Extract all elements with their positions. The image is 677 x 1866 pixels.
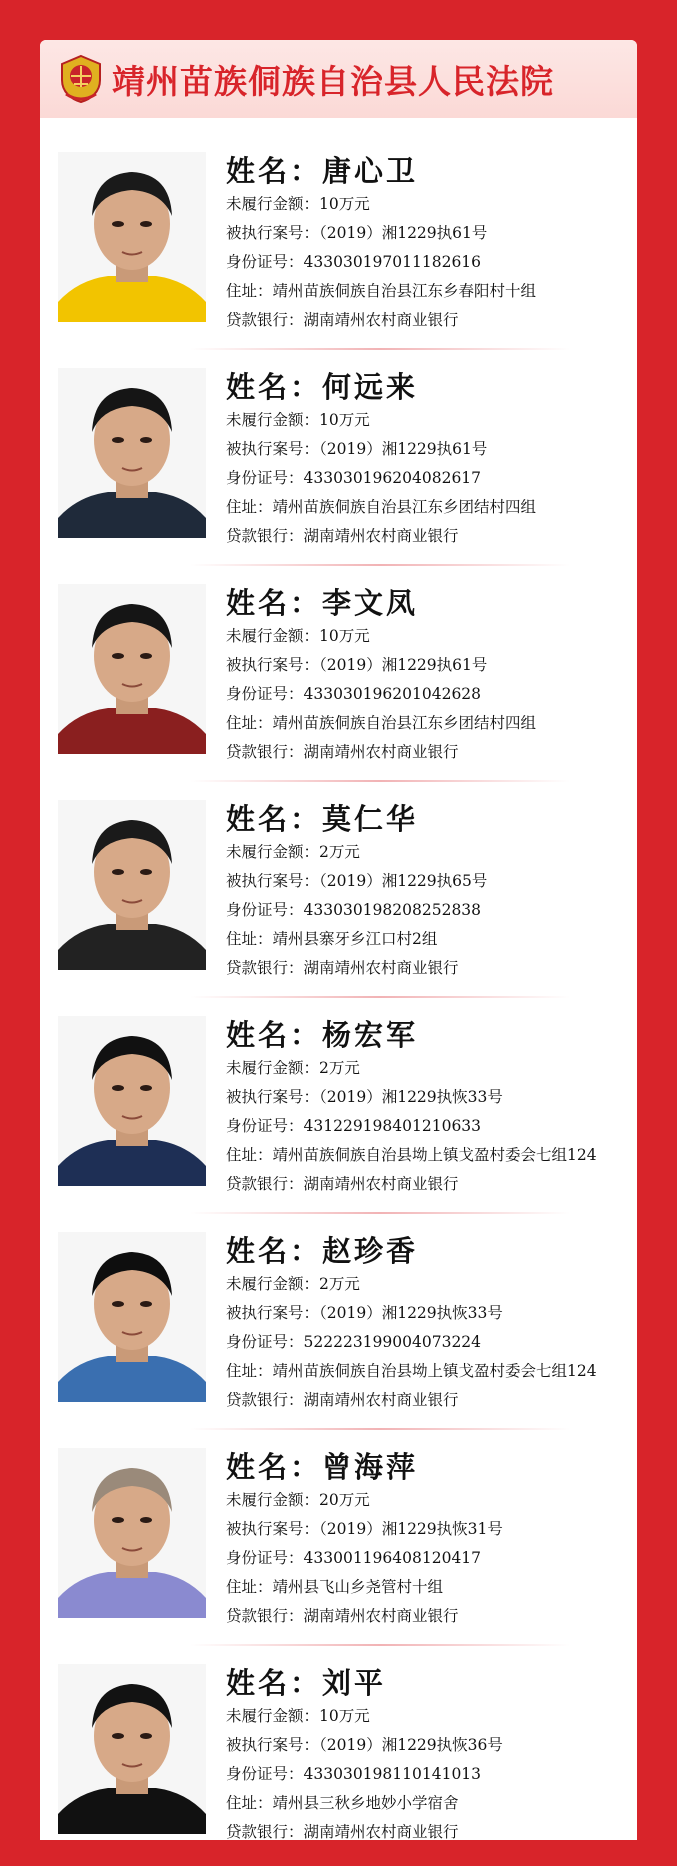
debtor-name: 李文凤 bbox=[322, 586, 419, 620]
id-label: 身份证号： bbox=[226, 1117, 304, 1135]
debtor-info bbox=[226, 368, 636, 551]
address-value: 靖州县三秋乡地妙小学宿舍 bbox=[272, 1794, 459, 1812]
case-line bbox=[226, 435, 636, 464]
name-line bbox=[226, 1016, 636, 1054]
portrait-photo bbox=[58, 368, 206, 538]
address-line bbox=[226, 1573, 636, 1602]
portrait-photo bbox=[58, 152, 206, 322]
id-value: 433030197011182616 bbox=[303, 253, 482, 271]
id-label: 身份证号： bbox=[226, 1333, 304, 1351]
address-value: 靖州县寨牙乡江口村2组 bbox=[272, 930, 438, 948]
id-value: 433030198208252838 bbox=[303, 901, 482, 919]
address-value: 靖州苗族侗族自治县坳上镇戈盈村委会七组124 bbox=[272, 1362, 597, 1380]
amount-value: 2万元 bbox=[319, 1059, 360, 1077]
amount-value: 20万元 bbox=[319, 1491, 370, 1509]
notice-card bbox=[40, 40, 637, 1840]
address-label: 住址： bbox=[226, 1362, 273, 1380]
debtor-info bbox=[226, 1232, 636, 1415]
case-value: （2019）湘1229执恢31号 bbox=[319, 1520, 503, 1538]
bank-label: 贷款银行： bbox=[226, 1607, 304, 1625]
entry-divider bbox=[190, 1644, 570, 1646]
portrait-photo bbox=[58, 1448, 206, 1618]
id-label: 身份证号： bbox=[226, 685, 304, 703]
bank-line bbox=[226, 1602, 636, 1631]
name-line bbox=[226, 800, 636, 838]
address-line bbox=[226, 709, 636, 738]
bank-line bbox=[226, 1386, 636, 1415]
debtor-name: 赵珍香 bbox=[322, 1234, 419, 1268]
name-label: 姓名： bbox=[226, 1450, 323, 1484]
address-line bbox=[226, 493, 636, 522]
address-value: 靖州苗族侗族自治县江东乡团结村四组 bbox=[272, 714, 537, 732]
bank-label: 贷款银行： bbox=[226, 1175, 304, 1193]
bank-value: 湖南靖州农村商业银行 bbox=[303, 1391, 459, 1409]
case-label: 被执行案号： bbox=[226, 656, 320, 674]
id-label: 身份证号： bbox=[226, 253, 304, 271]
name-line bbox=[226, 584, 636, 622]
debtor-info bbox=[226, 800, 636, 983]
amount-line bbox=[226, 1270, 636, 1299]
name-line bbox=[226, 1448, 636, 1486]
bank-label: 贷款银行： bbox=[226, 959, 304, 977]
case-label: 被执行案号： bbox=[226, 1088, 320, 1106]
case-line bbox=[226, 1515, 636, 1544]
bank-value: 湖南靖州农村商业银行 bbox=[303, 959, 459, 977]
id-line bbox=[226, 680, 636, 709]
debtor-name: 曾海萍 bbox=[322, 1450, 419, 1484]
id-label: 身份证号： bbox=[226, 1549, 304, 1567]
entry-divider bbox=[190, 1860, 570, 1862]
name-line bbox=[226, 1232, 636, 1270]
portrait-photo bbox=[58, 800, 206, 970]
case-value: （2019）湘1229执恢33号 bbox=[319, 1088, 503, 1106]
name-line bbox=[226, 368, 636, 406]
id-value: 433030196201042628 bbox=[303, 685, 482, 703]
bank-line bbox=[226, 738, 636, 767]
amount-line bbox=[226, 406, 636, 435]
id-value: 433030198110141013 bbox=[303, 1765, 482, 1783]
debtor-info bbox=[226, 152, 636, 335]
case-line bbox=[226, 651, 636, 680]
debtor-entry bbox=[40, 570, 637, 786]
amount-line bbox=[226, 622, 636, 651]
id-line bbox=[226, 896, 636, 925]
amount-label: 未履行金额： bbox=[226, 195, 320, 213]
debtor-entry bbox=[40, 138, 637, 354]
case-value: （2019）湘1229执61号 bbox=[319, 656, 488, 674]
entry-divider bbox=[190, 996, 570, 998]
amount-line bbox=[226, 838, 636, 867]
amount-value: 10万元 bbox=[319, 195, 370, 213]
id-value: 522223199004073224 bbox=[303, 1333, 482, 1351]
id-line bbox=[226, 1760, 636, 1789]
case-value: （2019）湘1229执恢36号 bbox=[319, 1736, 503, 1754]
address-line bbox=[226, 1357, 636, 1386]
amount-value: 10万元 bbox=[319, 411, 370, 429]
case-value: （2019）湘1229执65号 bbox=[319, 872, 488, 890]
address-value: 靖州苗族侗族自治县坳上镇戈盈村委会七组124 bbox=[272, 1146, 597, 1164]
amount-value: 2万元 bbox=[319, 843, 360, 861]
bank-label: 贷款银行： bbox=[226, 527, 304, 545]
amount-line bbox=[226, 1054, 636, 1083]
amount-value: 10万元 bbox=[319, 1707, 370, 1725]
debtor-info bbox=[226, 1448, 636, 1631]
amount-label: 未履行金额： bbox=[226, 1059, 320, 1077]
id-value: 431229198401210633 bbox=[303, 1117, 482, 1135]
bank-label: 贷款银行： bbox=[226, 1823, 304, 1841]
case-label: 被执行案号： bbox=[226, 224, 320, 242]
court-emblem-icon bbox=[58, 54, 104, 104]
court-title: 靖州苗族侗族自治县人民法院 bbox=[112, 62, 554, 101]
case-line bbox=[226, 219, 636, 248]
bank-label: 贷款银行： bbox=[226, 743, 304, 761]
amount-label: 未履行金额： bbox=[226, 1491, 320, 1509]
amount-line bbox=[226, 1486, 636, 1515]
address-label: 住址： bbox=[226, 1146, 273, 1164]
id-label: 身份证号： bbox=[226, 1765, 304, 1783]
case-label: 被执行案号： bbox=[226, 440, 320, 458]
entry-divider bbox=[190, 564, 570, 566]
amount-value: 10万元 bbox=[319, 627, 370, 645]
address-label: 住址： bbox=[226, 498, 273, 516]
amount-label: 未履行金额： bbox=[226, 627, 320, 645]
bank-value: 湖南靖州农村商业银行 bbox=[303, 527, 459, 545]
bank-value: 湖南靖州农村商业银行 bbox=[303, 1175, 459, 1193]
address-line bbox=[226, 277, 636, 306]
address-label: 住址： bbox=[226, 714, 273, 732]
address-line bbox=[226, 1789, 636, 1818]
address-label: 住址： bbox=[226, 1578, 273, 1596]
address-line bbox=[226, 925, 636, 954]
id-line bbox=[226, 464, 636, 493]
debtor-info bbox=[226, 1016, 636, 1199]
name-label: 姓名： bbox=[226, 802, 323, 836]
case-value: （2019）湘1229执61号 bbox=[319, 440, 488, 458]
case-label: 被执行案号： bbox=[226, 1304, 320, 1322]
name-label: 姓名： bbox=[226, 1018, 323, 1052]
bank-line bbox=[226, 522, 636, 551]
portrait-photo bbox=[58, 1016, 206, 1186]
address-label: 住址： bbox=[226, 930, 273, 948]
bank-value: 湖南靖州农村商业银行 bbox=[303, 743, 459, 761]
entry-divider bbox=[190, 1212, 570, 1214]
bank-line bbox=[226, 1170, 636, 1199]
name-label: 姓名： bbox=[226, 154, 323, 188]
debtor-list bbox=[40, 138, 637, 1866]
case-value: （2019）湘1229执恢33号 bbox=[319, 1304, 503, 1322]
case-label: 被执行案号： bbox=[226, 1520, 320, 1538]
entry-divider bbox=[190, 348, 570, 350]
portrait-photo bbox=[58, 1664, 206, 1834]
name-label: 姓名： bbox=[226, 1234, 323, 1268]
debtor-info bbox=[226, 584, 636, 767]
bank-value: 湖南靖州农村商业银行 bbox=[303, 311, 459, 329]
address-label: 住址： bbox=[226, 1794, 273, 1812]
debtor-name: 刘平 bbox=[322, 1666, 387, 1700]
name-line bbox=[226, 152, 636, 190]
case-line bbox=[226, 867, 636, 896]
amount-label: 未履行金额： bbox=[226, 1275, 320, 1293]
debtor-entry bbox=[40, 786, 637, 1002]
id-line bbox=[226, 248, 636, 277]
address-line bbox=[226, 1141, 636, 1170]
case-line bbox=[226, 1731, 636, 1760]
bank-label: 贷款银行： bbox=[226, 311, 304, 329]
name-label: 姓名： bbox=[226, 586, 323, 620]
id-label: 身份证号： bbox=[226, 469, 304, 487]
amount-label: 未履行金额： bbox=[226, 1707, 320, 1725]
address-value: 靖州苗族侗族自治县江东乡团结村四组 bbox=[272, 498, 537, 516]
bank-value: 湖南靖州农村商业银行 bbox=[303, 1823, 459, 1841]
entry-divider bbox=[190, 780, 570, 782]
id-value: 433030196204082617 bbox=[303, 469, 482, 487]
court-header bbox=[40, 40, 637, 118]
amount-label: 未履行金额： bbox=[226, 843, 320, 861]
id-line bbox=[226, 1544, 636, 1573]
case-label: 被执行案号： bbox=[226, 872, 320, 890]
case-value: （2019）湘1229执61号 bbox=[319, 224, 488, 242]
id-label: 身份证号： bbox=[226, 901, 304, 919]
id-line bbox=[226, 1112, 636, 1141]
bank-line bbox=[226, 954, 636, 983]
debtor-name: 何远来 bbox=[322, 370, 419, 404]
debtor-name: 杨宏军 bbox=[322, 1018, 419, 1052]
debtor-entry bbox=[40, 1434, 637, 1650]
entry-divider bbox=[190, 1428, 570, 1430]
debtor-info bbox=[226, 1664, 636, 1847]
amount-label: 未履行金额： bbox=[226, 411, 320, 429]
name-line bbox=[226, 1664, 636, 1702]
debtor-entry bbox=[40, 1218, 637, 1434]
address-value: 靖州县飞山乡尧管村十组 bbox=[272, 1578, 444, 1596]
bank-line bbox=[226, 1818, 636, 1847]
debtor-name: 莫仁华 bbox=[322, 802, 419, 836]
bank-label: 贷款银行： bbox=[226, 1391, 304, 1409]
name-label: 姓名： bbox=[226, 1666, 323, 1700]
id-value: 433001196408120417 bbox=[303, 1549, 482, 1567]
debtor-entry bbox=[40, 1650, 637, 1866]
amount-line bbox=[226, 190, 636, 219]
bank-value: 湖南靖州农村商业银行 bbox=[303, 1607, 459, 1625]
case-label: 被执行案号： bbox=[226, 1736, 320, 1754]
amount-value: 2万元 bbox=[319, 1275, 360, 1293]
bank-line bbox=[226, 306, 636, 335]
debtor-name: 唐心卫 bbox=[322, 154, 419, 188]
portrait-photo bbox=[58, 1232, 206, 1402]
debtor-entry bbox=[40, 354, 637, 570]
address-value: 靖州苗族侗族自治县江东乡春阳村十组 bbox=[272, 282, 537, 300]
name-label: 姓名： bbox=[226, 370, 323, 404]
case-line bbox=[226, 1299, 636, 1328]
address-label: 住址： bbox=[226, 282, 273, 300]
amount-line bbox=[226, 1702, 636, 1731]
debtor-entry bbox=[40, 1002, 637, 1218]
case-line bbox=[226, 1083, 636, 1112]
portrait-photo bbox=[58, 584, 206, 754]
id-line bbox=[226, 1328, 636, 1357]
